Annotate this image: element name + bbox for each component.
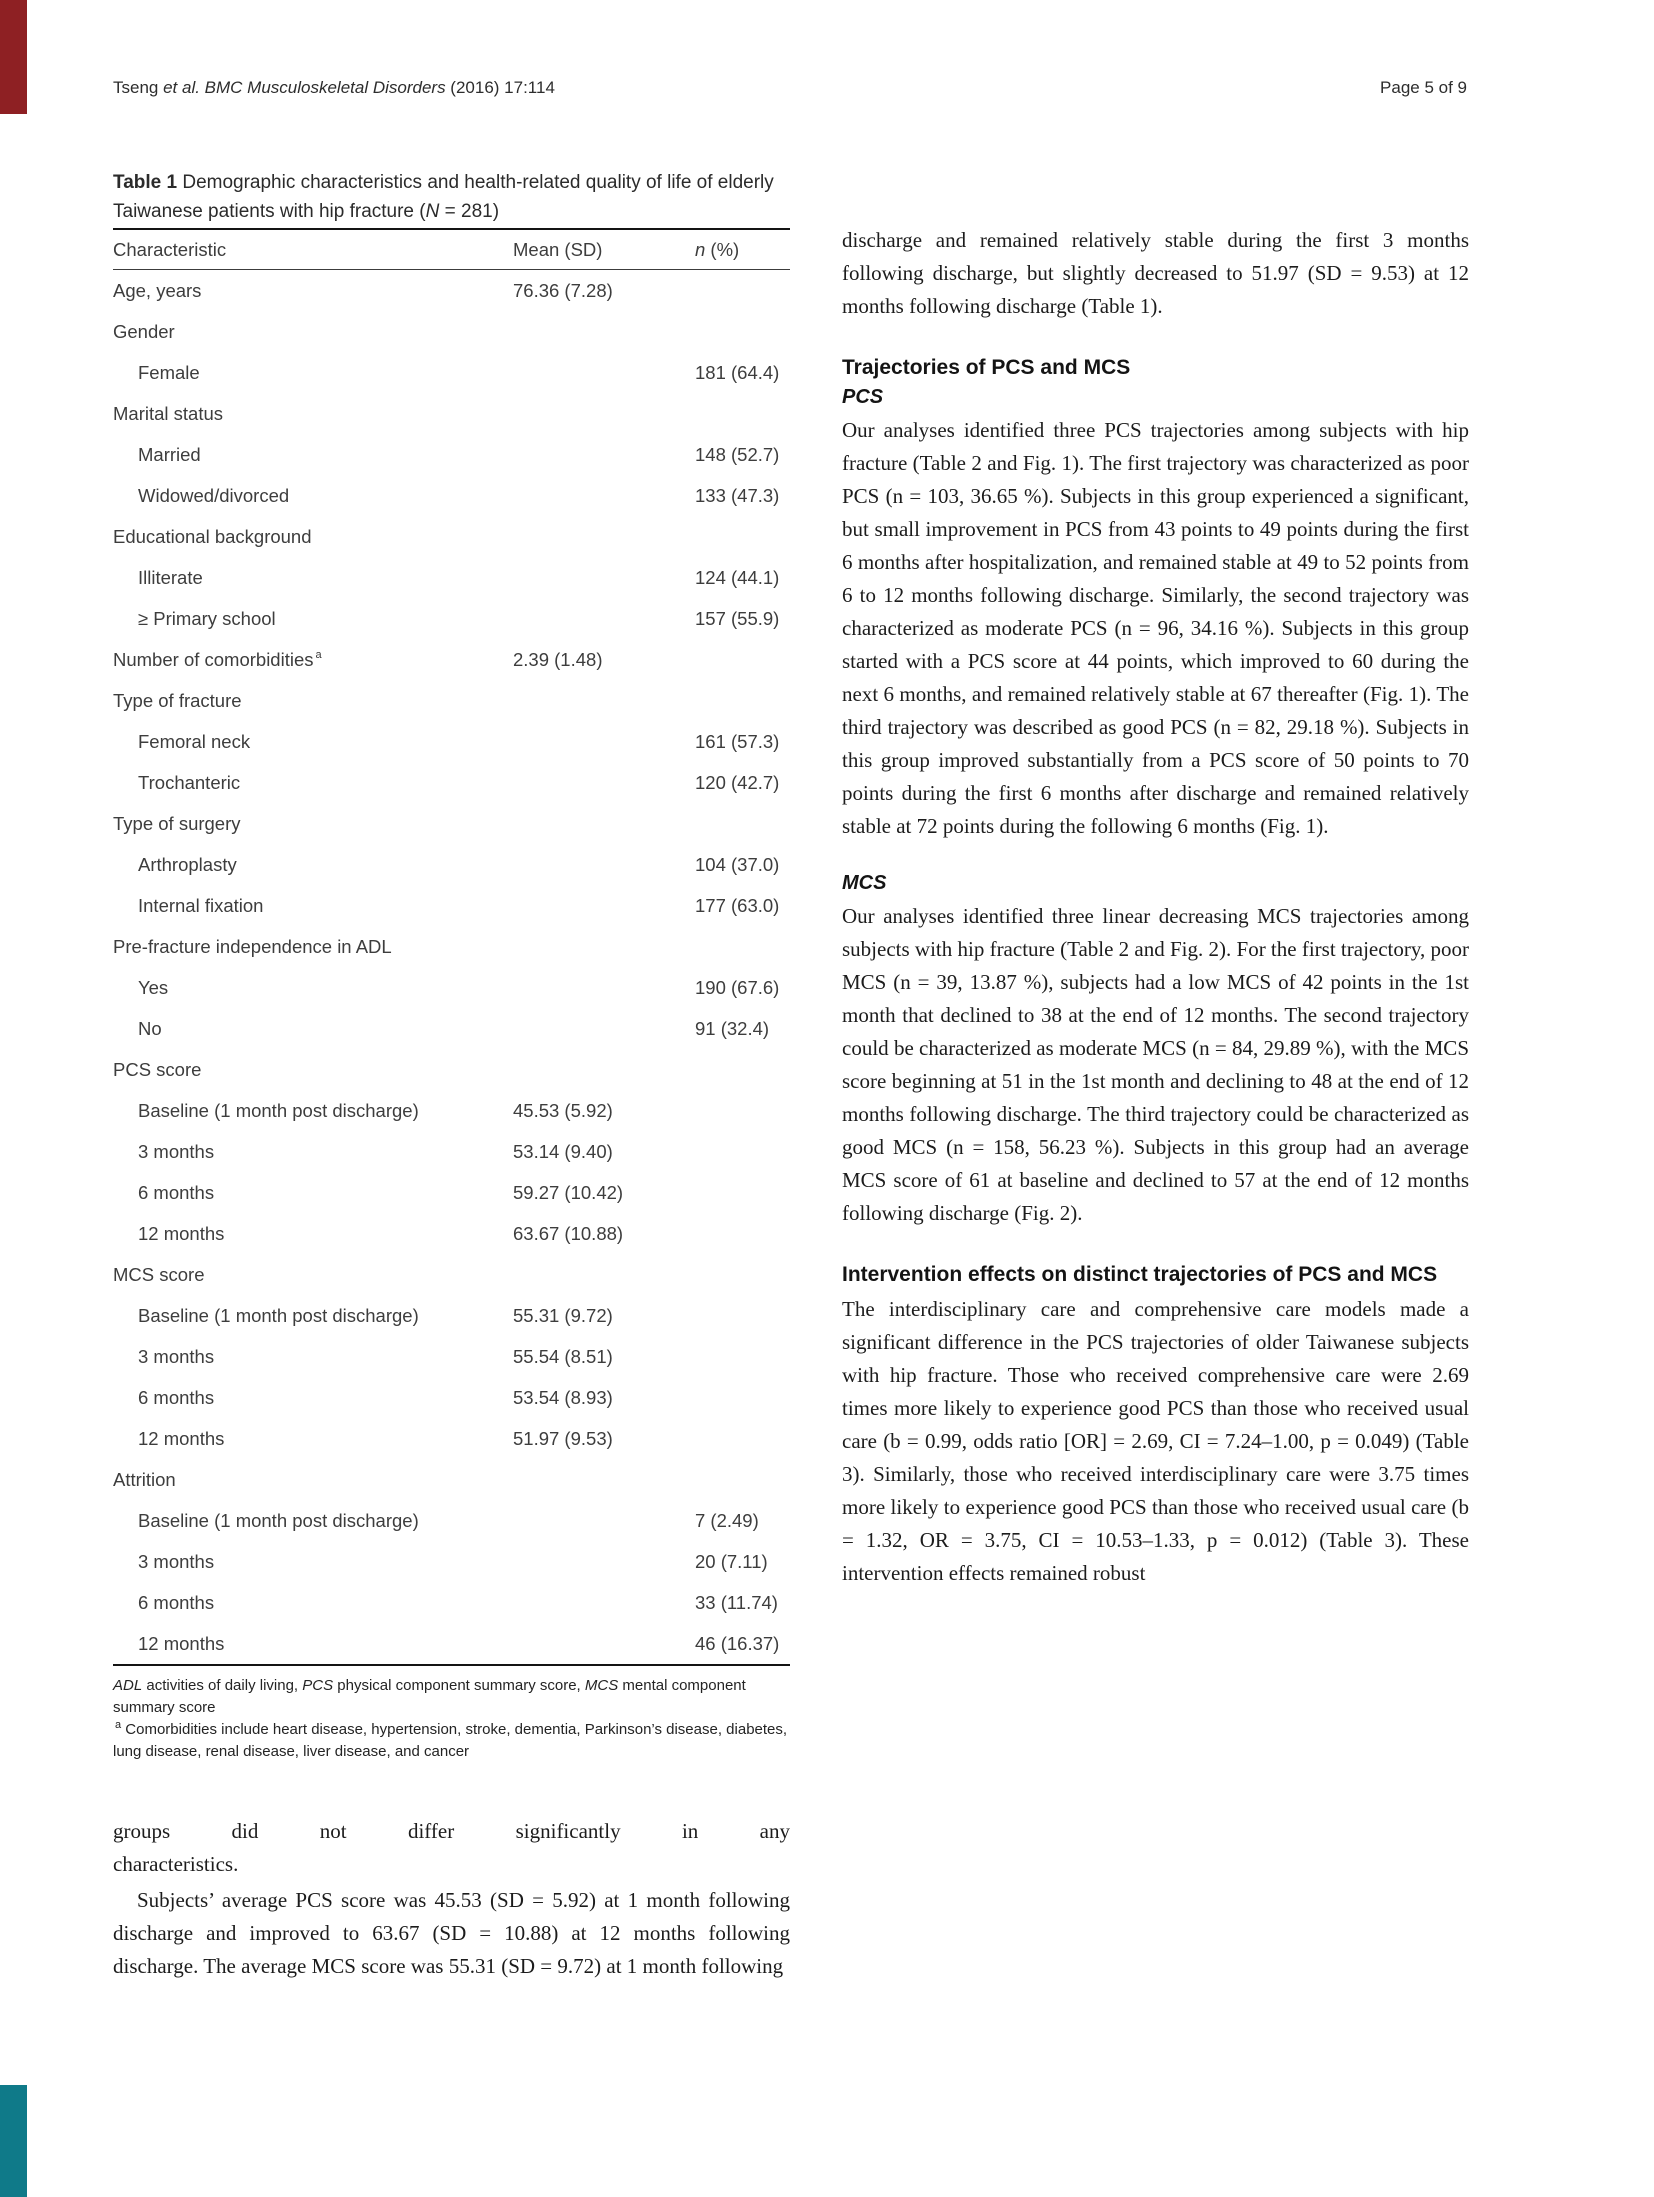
table-row	[113, 393, 790, 434]
column-header-n-pct: n (%)	[695, 238, 740, 260]
table-1-caption: Table 1 Demographic characteristics and health-related quality of life of elderly Taiwanese patients with hip fracture (N = 281)	[113, 172, 774, 222]
row-n-pct: 148 (52.7)	[695, 443, 780, 465]
row-label: Widowed/divorced	[138, 484, 290, 506]
row-n-pct: 20 (7.11)	[695, 1550, 768, 1572]
row-label: PCS score	[113, 1058, 202, 1080]
row-n-pct: 120 (42.7)	[695, 771, 780, 793]
row-label: Marital status	[113, 402, 224, 424]
row-label: Attrition	[113, 1468, 176, 1490]
table-row	[113, 475, 790, 516]
row-n-pct: 157 (55.9)	[695, 607, 780, 629]
row-label: Female	[138, 361, 200, 383]
table-row	[113, 1459, 790, 1500]
row-label: 12 months	[138, 1427, 225, 1449]
row-label: 3 months	[138, 1140, 215, 1162]
table-1-footnote-a: $^a$ Comorbidities include heart disease, hypertension, stroke, dementia, Parkinson’s disease, diabetes, lung disease, renal disease, liver disease, and cancer	[113, 1719, 788, 1760]
table-row	[113, 352, 790, 393]
row-label: Illiterate	[138, 566, 203, 588]
row-label: 12 months	[138, 1632, 225, 1654]
table-1-header-row	[113, 230, 790, 270]
row-label: 6 months	[138, 1386, 215, 1408]
table-row	[113, 1131, 790, 1172]
page-number: Page 5 of 9	[1380, 78, 1467, 97]
row-n-pct: 177 (63.0)	[695, 894, 780, 916]
row-mean-sd: 53.54 (8.93)	[513, 1386, 613, 1408]
row-n-pct: 91 (32.4)	[695, 1017, 770, 1039]
column-header-characteristic: Characteristic	[113, 238, 227, 260]
table-row	[113, 557, 790, 598]
body-paragraph-groups	[113, 1815, 790, 1881]
row-n-pct: 190 (67.6)	[695, 976, 780, 998]
table-row	[113, 1254, 790, 1295]
row-label: ≥ Primary school	[138, 607, 276, 629]
row-label: Baseline (1 month post discharge)	[138, 1304, 419, 1326]
journal-citation: Tseng et al. BMC Musculoskeletal Disorders (2016) 17:114	[113, 78, 555, 97]
table-row	[113, 680, 790, 721]
table-1	[113, 228, 790, 1666]
row-n-pct: 104 (37.0)	[695, 853, 780, 875]
table-row	[113, 270, 790, 311]
row-label: 3 months	[138, 1550, 215, 1572]
row-mean-sd: 2.39 (1.48)	[513, 648, 603, 670]
body-paragraph-groups-line2: characteristics.	[113, 1852, 239, 1876]
left-column	[113, 168, 790, 1983]
row-label: Arthroplasty	[138, 853, 237, 875]
row-mean-sd: 59.27 (10.42)	[513, 1181, 624, 1203]
table-row	[113, 762, 790, 803]
section-heading-intervention: Intervention effects on distinct trajectories of PCS and MCS	[842, 1263, 1438, 1286]
body-paragraph-continuation: discharge and remained relatively stable during the first 3 months following discharge, but slightly decreased to 51.97 (SD = 9.53) at 12 months following discharge (Table 1).	[842, 228, 1469, 318]
row-label: Married	[138, 443, 201, 465]
row-label: Educational background	[113, 525, 312, 547]
edge-bar-top	[0, 0, 27, 114]
row-label: Baseline (1 month post discharge)	[138, 1509, 419, 1531]
table-row	[113, 885, 790, 926]
row-label: Gender	[113, 320, 175, 342]
row-label: 6 months	[138, 1181, 215, 1203]
row-mean-sd: 55.54 (8.51)	[513, 1345, 613, 1367]
row-n-pct: 33 (11.74)	[695, 1591, 778, 1613]
row-label: 6 months	[138, 1591, 215, 1613]
table-1-footnote-abbreviations: ADL activities of daily living, PCS physical component summary score, MCS mental component summary score	[113, 1677, 746, 1716]
table-row	[113, 1172, 790, 1213]
row-label: 3 months	[138, 1345, 215, 1367]
table-row	[113, 434, 790, 475]
row-n-pct: 133 (47.3)	[695, 484, 780, 506]
body-paragraph-intervention: The interdisciplinary care and comprehensive care models made a significant difference in the PCS trajectories of older Taiwanese subjects with hip fracture. Those who received comprehensive care were 2.69 times more likely to experience good PCS than those who received usual care (b = 0.99, odds ratio [OR] = 2.69, CI = 7.24–1.00, p = 0.049) (Table 3). Similarly, those who received interdisciplinary care were 3.75 times more likely to experience good PCS than those who received usual care (b = 1.32, OR = 3.75, CI = 10.53–1.33, p = 0.012) (Table 3). These intervention effects remained robust	[842, 1297, 1469, 1585]
row-mean-sd: 76.36 (7.28)	[513, 279, 613, 301]
row-n-pct: 46 (16.37)	[695, 1632, 780, 1654]
row-label: Type of fracture	[113, 689, 242, 711]
right-column	[842, 224, 1469, 1590]
body-paragraph-mcs: Our analyses identified three linear decreasing MCS trajectories among subjects with hip fracture (Table 2 and Fig. 2). For the first trajectory, poor MCS (n = 39, 13.87 %), subjects had a low MCS of 42 points in the 1st month that declined to 38 at the end of 12 months. The second trajectory could be characterized as moderate MCS (n = 84, 29.89 %), with the MCS score beginning at 51 in the 1st month and declining to 48 at the end of 12 months following discharge. The third trajectory could be characterized as good MCS (n = 158, 56.23 %). Subjects in this group had an average MCS score of 61 at baseline and declined to 57 at the end of 12 months following discharge (Fig. 2).	[842, 904, 1469, 1225]
table-row	[113, 1295, 790, 1336]
row-label: 12 months	[138, 1222, 225, 1244]
row-label: Type of surgery	[113, 812, 241, 834]
table-row	[113, 1500, 790, 1541]
row-label: Yes	[138, 976, 169, 998]
table-row	[113, 1377, 790, 1418]
table-row	[113, 1008, 790, 1049]
row-label: Internal fixation	[138, 894, 264, 916]
subsection-heading-mcs: MCS	[842, 872, 887, 894]
section-heading-trajectories: Trajectories of PCS and MCS	[842, 356, 1131, 379]
table-row	[113, 926, 790, 967]
row-label: No	[138, 1017, 162, 1039]
row-mean-sd: 55.31 (9.72)	[513, 1304, 613, 1326]
subsection-heading-pcs: PCS	[842, 386, 884, 408]
table-row	[113, 1541, 790, 1582]
row-n-pct: 181 (64.4)	[695, 361, 780, 383]
row-mean-sd: 53.14 (9.40)	[513, 1140, 613, 1162]
table-row	[113, 803, 790, 844]
table-row	[113, 721, 790, 762]
row-mean-sd: 45.53 (5.92)	[513, 1099, 613, 1121]
row-n-pct: 124 (44.1)	[695, 566, 780, 588]
row-mean-sd: 51.97 (9.53)	[513, 1427, 613, 1449]
table-row	[113, 1623, 790, 1664]
row-label: Age, years	[113, 279, 202, 301]
table-row	[113, 1418, 790, 1459]
table-row	[113, 1582, 790, 1623]
table-row	[113, 844, 790, 885]
table-1-body	[113, 270, 790, 1664]
row-label: Trochanteric	[138, 771, 241, 793]
table-row	[113, 1049, 790, 1090]
body-paragraph-groups-line1: groups did not differ significantly in any	[113, 1819, 790, 1843]
row-label: Pre-fracture independence in ADL	[113, 935, 392, 957]
row-mean-sd: 63.67 (10.88)	[513, 1222, 624, 1244]
table-row	[113, 639, 790, 680]
table-row	[113, 516, 790, 557]
table-row	[113, 1090, 790, 1131]
table-1-footnotes	[113, 1675, 790, 1763]
row-n-pct: 7 (2.49)	[695, 1509, 759, 1531]
table-row	[113, 598, 790, 639]
table-row	[113, 311, 790, 352]
row-label: MCS score	[113, 1263, 205, 1285]
running-header	[113, 78, 1467, 98]
row-label: Number of comorbidities $^a$	[113, 648, 322, 670]
body-paragraph-subjects: Subjects’ average PCS score was 45.53 (SD = 5.92) at 1 month following discharge and improved to 63.67 (SD = 10.88) at 12 months following discharge. The average MCS score was 55.31 (SD = 9.72) at 1 month following	[113, 1888, 790, 1978]
row-label: Baseline (1 month post discharge)	[138, 1099, 419, 1121]
body-paragraph-pcs: Our analyses identified three PCS trajectories among subjects with hip fracture (Table 2 and Fig. 1). The first trajectory was characterized as poor PCS (n = 103, 36.65 %). Subjects in this group experienced a significant, but small improvement in PCS from 43 points to 49 points during the first 6 months after hospitalization, and remained stable at 49 to 52 points from 6 to 12 months following discharge. Similarly, the second trajectory was characterized as moderate PCS (n = 96, 34.16 %). Subjects in this group started with a PCS score at 44 points, which improved to 60 during the next 6 months, and remained relatively stable at 67 thereafter (Fig. 1). The third trajectory was described as good PCS (n = 82, 29.18 %). Subjects in this group improved substantially from a PCS score of 50 points to 70 points during the first 6 months after discharge and remained relatively stable at 72 points during the following 6 months (Fig. 1).	[842, 418, 1469, 838]
column-header-mean-sd: Mean (SD)	[513, 238, 603, 260]
table-row	[113, 1213, 790, 1254]
table-row	[113, 967, 790, 1008]
row-n-pct: 161 (57.3)	[695, 730, 780, 752]
row-label: Femoral neck	[138, 730, 251, 752]
table-row	[113, 1336, 790, 1377]
edge-bar-bottom	[0, 2085, 27, 2197]
